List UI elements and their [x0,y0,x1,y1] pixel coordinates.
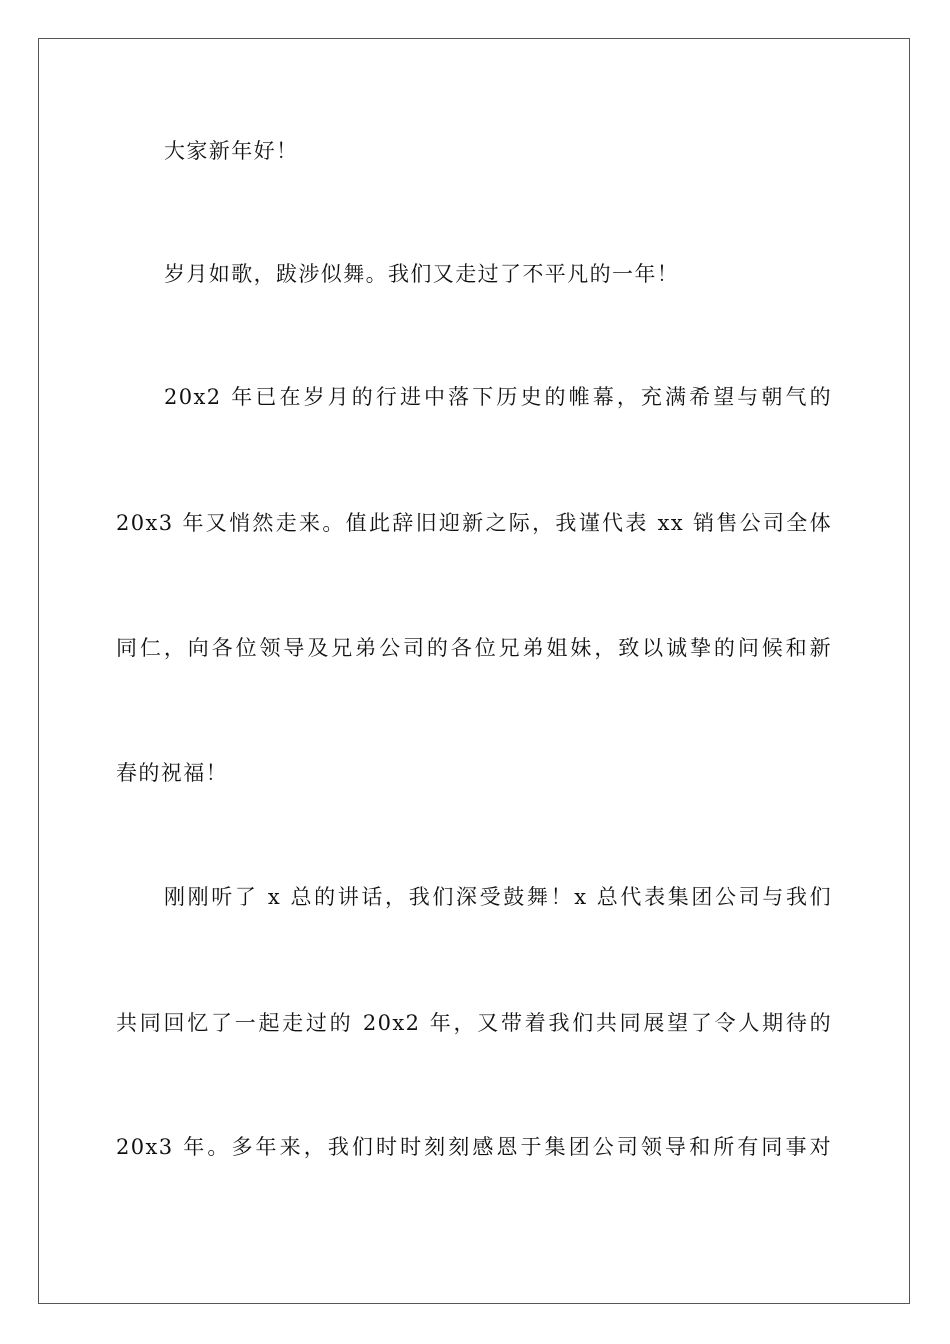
page-border [38,38,910,1304]
paragraph-line: 同仁，向各位领导及兄弟公司的各位兄弟姐妹，致以诚挚的问候和新 [116,636,832,660]
paragraph-line: 共同回忆了一起走过的 20x2 年，又带着我们共同展望了令人期待的 [116,1011,832,1035]
paragraph-line: 春的祝福！ [116,761,228,785]
paragraph-line: 岁月如歌，跋涉似舞。我们又走过了不平凡的一年！ [164,262,680,286]
paragraph-line: 20x3 年又悄然走来。值此辞旧迎新之际，我谨代表 xx 销售公司全体 [116,511,832,535]
paragraph-line: 20x2 年已在岁月的行进中落下历史的帷幕，充满希望与朝气的 [164,385,832,409]
greeting-line: 大家新年好！ [164,139,299,163]
paragraph-line: 20x3 年。多年来，我们时时刻刻感恩于集团公司领导和所有同事对 [116,1135,832,1159]
paragraph-line: 刚刚听了 x 总的讲话，我们深受鼓舞！x 总代表集团公司与我们 [164,885,832,909]
